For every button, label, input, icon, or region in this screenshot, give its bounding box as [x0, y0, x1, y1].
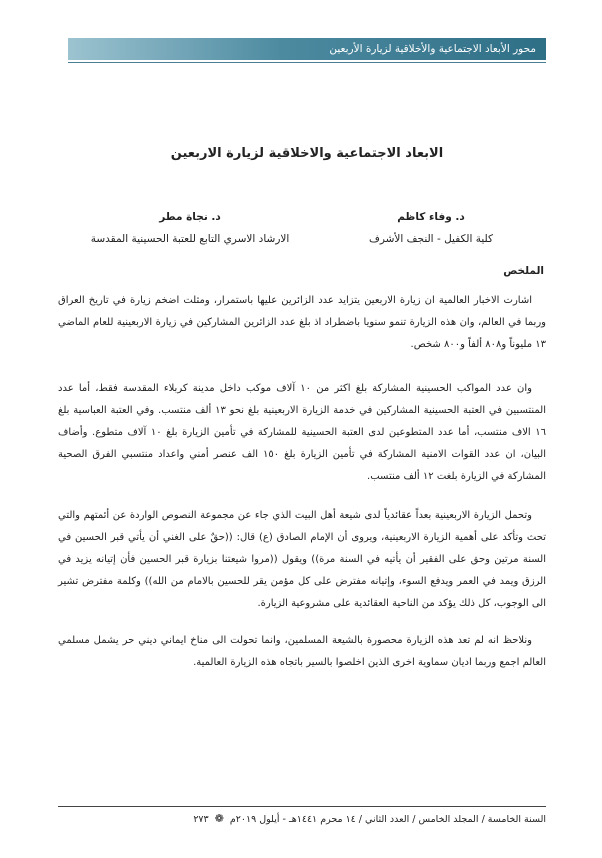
paragraph-text: اشارت الاخبار العالمية ان زيارة الاربعين يتزايد عدد الزائرين عليها باستمرار، ومثلت اضخم زيارة في تاريخ العراق وربما في العالم، وان هذه الزيارة تنمو سنويا باضطراد اذ بلغ عدد الزائرين المشاركين في زيارة الاربعينية للعام الماضي ١٣ مليوناً و٨٠٨ ألفاً و٨٠٠ شخص.: [58, 295, 546, 350]
paragraph-text: ونلاحظ انه لم تعد هذه الزيارة محصورة بالشيعة المسلمين، وانما تحولت الى مناخ ايماني ديني حر يشمل مسلمي العالم اجمع وربما اديان سماوية اخرى الذين اخلصوا بالسير باتجاه هذه الزيارة العالمية.: [58, 635, 546, 668]
footer-rule: [58, 806, 546, 807]
header-rule: [68, 62, 546, 63]
paragraph-text: وان عدد المواكب الحسينية المشاركة بلغ اكثر من ١٠ آلاف موكب داخل مدينة كربلاء المقدسة فقط، أما عدد المنتسبين في العتبة الحسينية المشاركين في خدمة الزيارة الاربعينية بلغ نحو ١٣ ألف منتسب. وفي العتبة العباسية بلغ ١٦ الاف منتسب، أما عدد المتطوعين لدى العتبة الحسينية للمشاركة في تأمين الزيارة بلغ ١٠ آلاف متطوع. وأضاف البيان، ان عدد القوات الامنية المشاركة في تأمين الزيارة بلغ ١٥٠ الف عنصر أمني واعداد منتسبي الفرق الصحية المشاركة في الزيارة بلغت ١٢ ألف منتسب.: [58, 383, 547, 482]
page-number: ٢٧٣: [193, 814, 209, 825]
abstract-paragraph: [58, 378, 546, 488]
flower-ornament-icon: ❁: [214, 812, 224, 825]
article-title: الابعاد الاجتماعية والاخلاقية لزيارة الاربعين: [170, 146, 444, 161]
author-name: د. وفاء كاظم: [397, 211, 465, 223]
paragraph-text: وتحمل الزيارة الاربعينية بعداً عقائدياً لدى شيعة أهل البيت الذي جاء عن مجموعة النصوص الواردة عن أئمتهم والتي تحث وتأكد على أهمية الزيارة الاربعينية، ويروى أن الإمام الصادق (ع) قال: ((حقٌ على الغني أن يأتي قبر الحسين في السنة مرتين وحق على الفقير أن يأتيه في السنة مرة)) ويقول ((مروا شيعتنا بزيارة قبر الحسين فأن إتيانه يزيد في الرزق ويمد في العمر ويدفع السوء، وإتيانه مفترض على كل مؤمن يقر للحسين بالامام من الله)) وكلمة مفترض تشير الى الوجوب، كل ذلك يؤكد من الناحية العقائدية على مشروعية الزيارة.: [58, 510, 546, 609]
author-block-1: [356, 206, 506, 250]
running-header-title: محور الأبعاد الاجتماعية والأخلاقية لزيارة الأربعين: [329, 43, 536, 55]
running-header: [68, 38, 546, 60]
author-affiliation: الارشاد الاسري التابع للعتبة الحسينية المقدسة: [90, 233, 290, 245]
author-block-2: [90, 206, 290, 250]
page-footer: [58, 812, 546, 825]
abstract-paragraph: [58, 505, 546, 615]
author-name: د. نجاة مطر: [159, 211, 221, 223]
footer-citation: السنة الخامسة / المجلد الخامس / العدد الثاني / ١٤ محرم ١٤٤١هـ - أيلول ٢٠١٩م: [229, 814, 546, 825]
abstract-paragraph: [58, 290, 546, 356]
abstract-paragraph: [58, 630, 546, 674]
author-affiliation: كلية الكفيل - النجف الأشرف: [368, 233, 494, 245]
abstract-heading: الملخص: [503, 265, 544, 277]
